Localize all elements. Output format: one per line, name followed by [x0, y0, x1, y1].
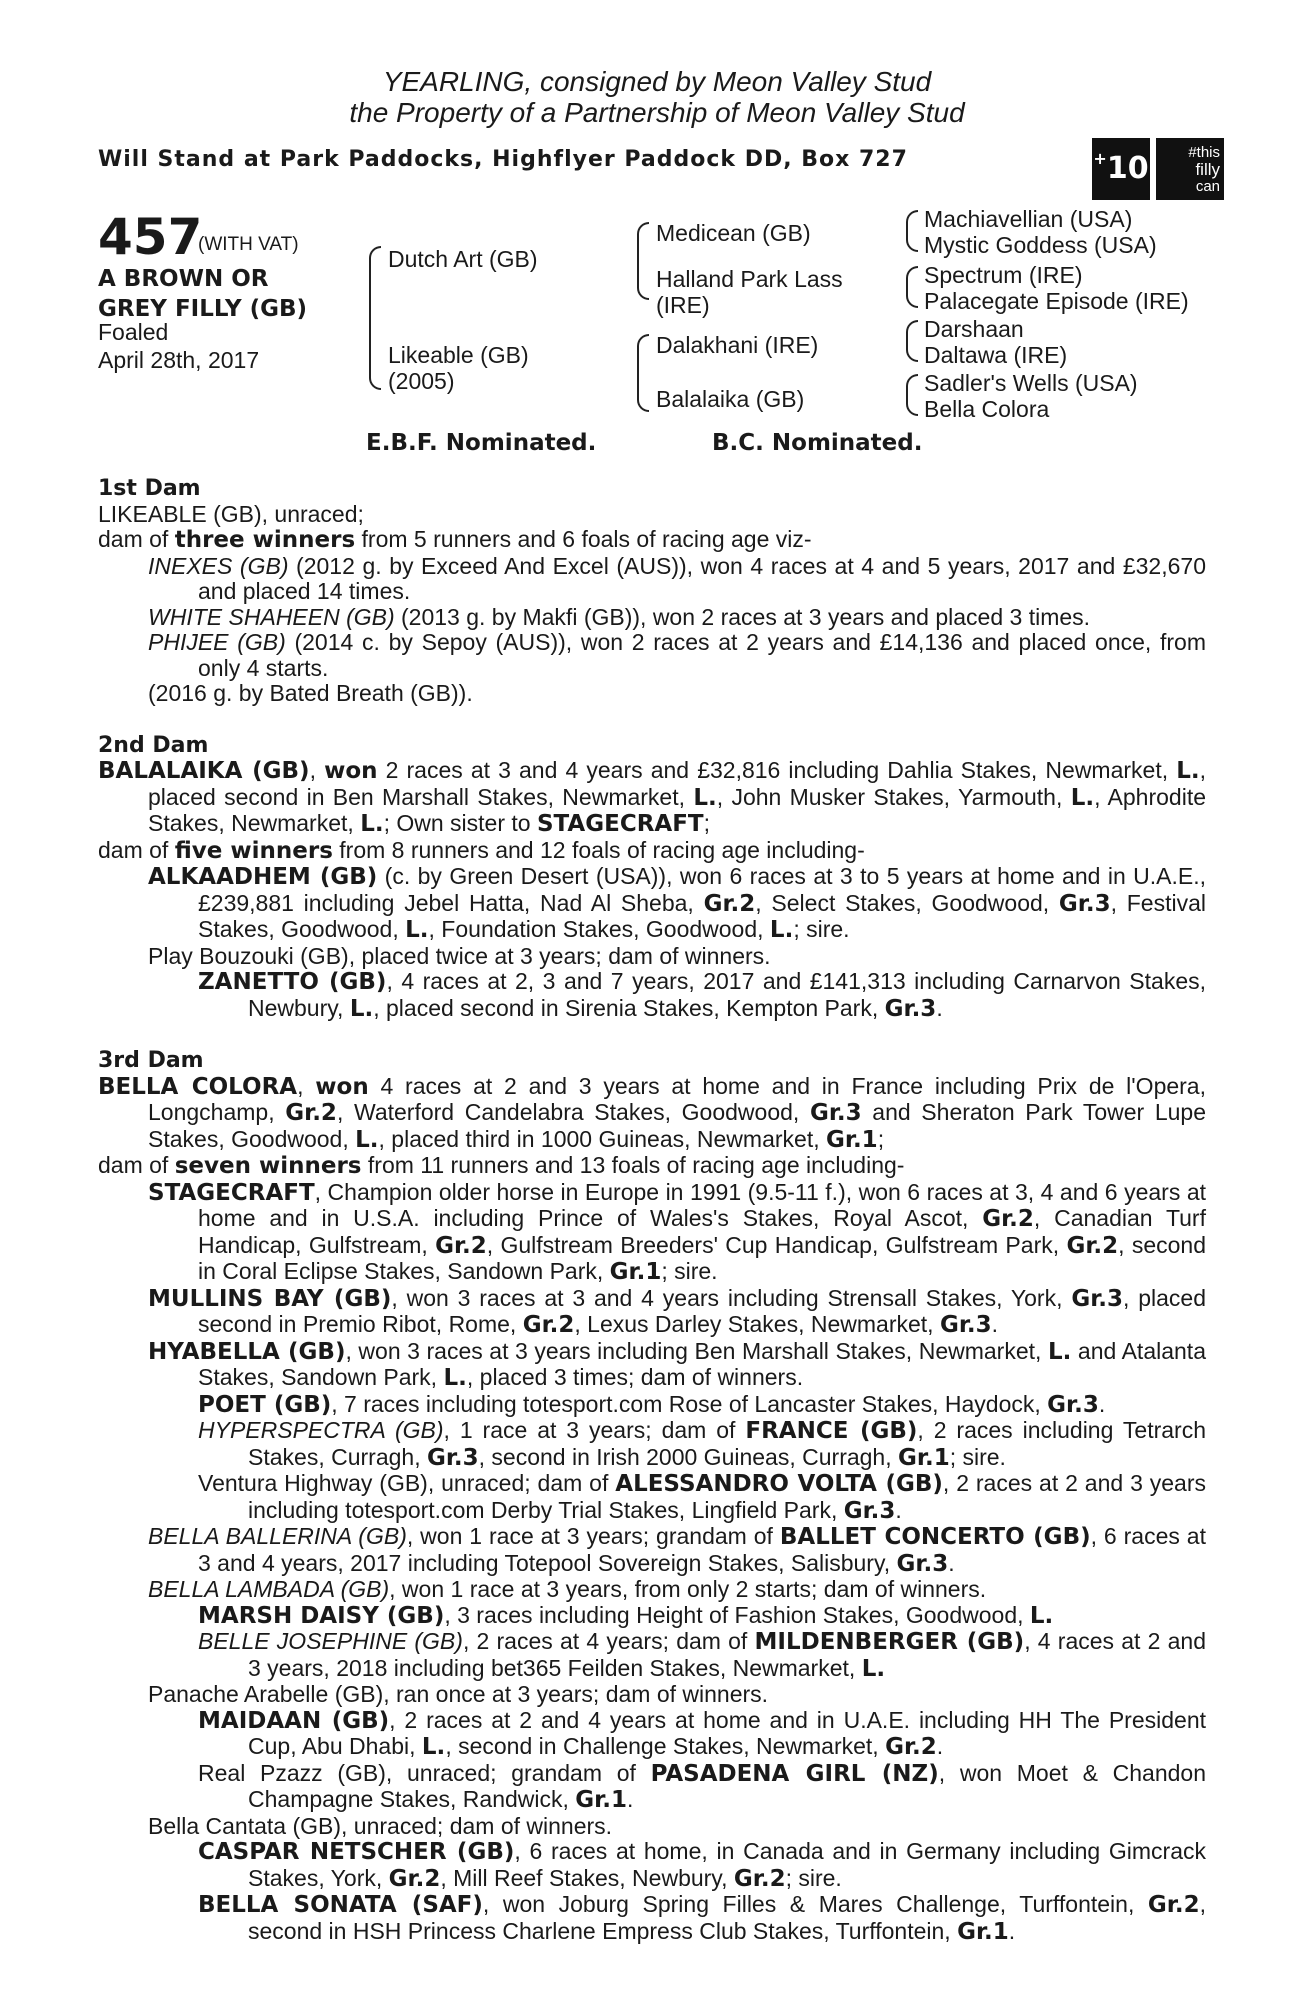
- pedigree-g3-3: Spectrum (IRE): [924, 262, 1083, 288]
- produce-white-shaheen: WHITE SHAHEEN (GB) (2013 g. by Makfi (GB)), won 2 races at 3 years and placed 3 times.: [148, 603, 1091, 630]
- header-consignor: YEARLING, consigned by Meon Valley Stud: [382, 66, 932, 97]
- produce-marsh-daisy: MARSH DAISY (GB), 3 races including Height of Fashion Stakes, Goodwood, L.: [198, 1601, 1054, 1629]
- produce-bella-lambada: BELLA LAMBADA (GB), won 1 race at 3 years, from only 2 starts; dam of winners.: [148, 1576, 987, 1602]
- pedigree-g3-2: Mystic Goddess (USA): [924, 232, 1157, 258]
- produce-alkaadhem: ALKAADHEM (GB) (c. by Green Desert (USA)), won 6 races at 3 to 5 years at home and in U.A.E., £239,881 including Jebel Hatta, Nad Al Sheba, Gr.2, Select Stakes, Goodwood, Gr.3, Festival Stakes, Goodwood, L., Foundation Stakes, Goodwood, L.; sire.: [148, 863, 1206, 943]
- produce-ventura-highway: Ventura Highway (GB), unraced; dam of ALESSANDRO VOLTA (GB), 2 races at 2 and 3 years including totesport.com Derby Trial Stakes, Lingfield Park, Gr.3.: [198, 1470, 1207, 1524]
- g3-brace-2: [906, 266, 918, 308]
- produce-maidaan: MAIDAAN (GB), 2 races at 2 and 4 years at home and in U.A.E. including HH The President Cup, Abu Dhabi, L., second in Challenge Stakes, Newmarket, Gr.2.: [198, 1706, 1207, 1760]
- pedigree-g3-6: Daltawa (IRE): [924, 342, 1068, 368]
- ebf-nominated: E.B.F. Nominated.: [366, 430, 597, 456]
- catalogue-body: 1st Dam LIKEABLE (GB), unraced; dam of three winners from 5 runners and 6 foals of racing age viz- INEXES (GB) (2012 g. by Exceed And Excel (AUS)), won 4 races at 4 and 5 years, 2017 and £32,670 and placed 14 times. WHITE SHAHEEN (GB) (2013 g. by Makfi (GB)), won 2 races at 3 years and placed 3 times. PHIJEE (GB) (2014 c. by Sepoy (AUS)), won 2 races at 2 years and £14,136 and placed once, from only 4 starts. (2016 g. by Bated Breath (GB)). 2nd Dam BALALAIKA (GB), won 2 races at 3 and 4 years and £32,816 including Dahlia Stakes, Newmarket, L., placed second in Ben Marshall Stakes, Newmarket, L., John Musker Stakes, Yarmouth, L., Aphrodite Stakes, Newmarket, L.; Own sister to STAGECRAFT; dam of five winners from 8 runners and 12 foals of racing age including- ALKAADHEM (GB) (c. by Green Desert (USA)), won 6 races at 3 to 5 years at home and in U.A.E., £239,881 including Jebel Hatta, Nad Al Sheba, Gr.2, Select Stakes, Goodwood, Gr.3, Festival Stakes, Goodwood, L., Foundation Stakes, Goodwood, L.; sire. Play Bouzouki (GB), placed twice at 3 years; dam of winners. ZANETTO (GB), 4 races at 2, 3 and 7 years, 2017 and £141,313 including Carnarvon Stakes, Newbury, L., placed second in Sirenia Stakes, Kempton Park, Gr.3. 3rd Dam BELLA COLORA, won 4 races at 2 and 3 years at home and in France including Prix de l'Opera, Longchamp, Gr.2, Waterford Candelabra Stakes, Goodwood, Gr.3 and Sheraton Park Tower Lupe Stakes, Goodwood, L., placed third in 1000 Guineas, Newmarket, Gr.1; dam of seven winners from 11 runners and 13 foals of racing age including- STAGECRAFT, Champion older horse in Europe in 1991 (9.5-11 f.), won 6 races at 3, 4 and 6 years at home and in U.S.A. including Prince of Wales's Stakes, Royal Ascot, Gr.2, Canadian Turf Handicap, Gulfstream, Gr.2, Gulfstream Breeders' Cup Handicap, Gulfstream Park, Gr.2, second in Coral Eclipse Stakes, Sandown Park, Gr.1; sire. MULLINS BAY (GB), won 3 races at 3 and 4 years including Strensall Stakes, York, Gr.3, placed second in Premio Ribot, Rome, Gr.2, Lexus Darley Stakes, Newmarket, Gr.3. HYABELLA (GB), won 3 races at 3 years including Ben Marshall Stakes, Newmarket, L. and Atalanta Stakes, Sandown Park, L., placed 3 times; dam of winners. POET (GB), 7 races including totesport.com Rose of Lancaster Stakes, Haydock, Gr.3. HYPERSPECTRA (GB), 1 race at 3 years; dam of FRANCE (GB), 2 races including Tetrarch Stakes, Curragh, Gr.3, second in Irish 2000 Guineas, Curragh, Gr.1; sire. Ventura Highway (GB), unraced; dam of ALESSANDRO VOLTA (GB), 2 races at 2 and 3 years including totesport.com Derby Trial Stakes, Lingfield Park, Gr.3. BELLA BALLERINA (GB), won 1 race at 3 years; grandam of BALLET CONCERTO (GB), 6 races at 3 and 4 years, 2017 including Totepool Sovereign Stakes, Salisbury, Gr.3. BELLA LAMBADA (GB), won 1 race at 3 years, from only 2 starts; dam of winners. MARSH DAISY (GB), 3 races including Height of Fashion Stakes, Goodwood, L. BELLE JOSEPHINE (GB), 2 races at 4 years; dam of MILDENBERGER (GB), 4 races at 2 and 3 years, 2018 including bet365 Feilden Stakes, Newmarket, L. Panache Arabelle (GB), ran once at 3 years; dam of winners. MAIDAAN (GB), 2 races at 2 and 4 years at home and in U.A.E. including HH The President Cup, Abu Dhabi, L., second in Challenge Stakes, Newmarket, Gr.2. Real Pzazz (GB), unraced; grandam of PASADENA GIRL (NZ), won Moet & Chandon Champagne Stakes, Randwick, Gr.1. Bella Cantata (GB), unraced; dam of winners. CASPAR NETSCHER (GB), 6 races at home, in Canada and in Germany including Gimcrack Stakes, York, Gr.2, Mill Reef Stakes, Newbury, Gr.2; sire. BELLA SONATA (SAF), won Joburg Spring Filles & Mares Challenge, Turffontein, Gr.2, second in HSH Princess Charlene Empress Club Stakes, Turffontein, Gr.1.: [98, 476, 1207, 1945]
- pedigree-g3-5: Darshaan: [924, 316, 1024, 342]
- produce-bella-ballerina: BELLA BALLERINA (GB), won 1 race at 3 years; grandam of BALLET CONCERTO (GB), 6 races at 3 and 4 years, 2017 including Totepool Sovereign Stakes, Salisbury, Gr.3.: [148, 1523, 1206, 1577]
- produce-belle-josephine: BELLE JOSEPHINE (GB), 2 races at 4 years; dam of MILDENBERGER (GB), 4 races at 2 and 3 years, 2018 including bet365 Feilden Stakes, Newmarket, L.: [198, 1628, 1206, 1682]
- this-filly-can-logo: [1092, 138, 1228, 200]
- pedigree-g3-7: Sadler's Wells (USA): [924, 370, 1138, 396]
- pedigree-dam: Likeable (GB) (2005): [388, 342, 529, 394]
- pedigree-g3-1: Machiavellian (USA): [924, 206, 1133, 232]
- ten-logo: +10: [1092, 138, 1150, 200]
- pedigree-sire-dam: Halland Park Lass (IRE): [656, 266, 843, 318]
- pedigree-sire: Dutch Art (GB): [388, 246, 538, 272]
- pedigree-g3-8: Bella Colora: [924, 396, 1050, 422]
- pedigree-dam-sire: Dalakhani (IRE): [656, 332, 819, 358]
- produce-zanetto: ZANETTO (GB), 4 races at 2, 3 and 7 years, 2017 and £141,313 including Carnarvon Stakes, Newbury, L., placed second in Sirenia Stakes, Kempton Park, Gr.3.: [198, 968, 1206, 1022]
- lot-foaled: Foaled April 28th, 2017: [98, 319, 260, 373]
- pedigree-sire-sire: Medicean (GB): [656, 220, 811, 246]
- header-property: the Property of a Partnership of Meon Valley Stud: [349, 97, 965, 128]
- dam-line-brace: [637, 334, 649, 412]
- first-dam-text: LIKEABLE (GB), unraced;: [98, 500, 364, 527]
- g3-brace-3: [906, 320, 918, 362]
- produce-mullins-bay: MULLINS BAY (GB), won 3 races at 3 and 4 years including Strensall Stakes, York, Gr.3, placed second in Premio Ribot, Rome, Gr.2, Lexus Darley Stakes, Newmarket, Gr.3.: [148, 1284, 1207, 1338]
- pedigree-g3-4: Palacegate Episode (IRE): [924, 288, 1189, 314]
- produce-real-pzazz: Real Pzazz (GB), unraced; grandam of PASADENA GIRL (NZ), won Moet & Chandon Champagne Stakes, Randwick, Gr.1.: [198, 1759, 1206, 1813]
- third-dam-text: BELLA COLORA, won 4 races at 2 and 3 years at home and in France including Prix de l'Opera, Longchamp, Gr.2, Waterford Candelabra Stakes, Goodwood, Gr.3 and Sheraton Park Tower Lupe Stakes, Goodwood, L., placed third in 1000 Guineas, Newmarket, Gr.1;: [98, 1072, 1206, 1153]
- produce-stagecraft: STAGECRAFT, Champion older horse in Europe in 1991 (9.5-11 f.), won 6 races at 3, 4 and 6 years at home and in U.S.A. including Prince of Wales's Stakes, Royal Ascot, Gr.2, Canadian Turf Handicap, Gulfstream, Gr.2, Gulfstream Breeders' Cup Handicap, Gulfstream Park, Gr.2, second in Coral Eclipse Stakes, Sandown Park, Gr.1; sire.: [148, 1178, 1206, 1285]
- produce-hyabella: HYABELLA (GB), won 3 races at 3 years including Ben Marshall Stakes, Newmarket, L. and Atalanta Stakes, Sandown Park, L., placed 3 times; dam of winners.: [148, 1337, 1206, 1391]
- sire-line-brace: [637, 222, 649, 300]
- produce-bella-cantata: Bella Cantata (GB), unraced; dam of winners.: [148, 1812, 613, 1839]
- produce-play-bouzouki: Play Bouzouki (GB), placed twice at 3 years; dam of winners.: [148, 942, 771, 969]
- sire-dam-brace: [369, 246, 381, 390]
- lot-description: A BROWN OR GREY FILLY (GB): [98, 266, 308, 322]
- lot-vat: (WITH VAT): [198, 234, 299, 255]
- header-location: Will Stand at Park Paddocks, Highflyer Paddock DD, Box 727: [98, 147, 908, 172]
- hashtag-logo: #this filly can: [1156, 138, 1224, 200]
- lot-number: 457: [98, 208, 203, 266]
- second-dam-heading: 2nd Dam: [98, 732, 209, 758]
- produce-inexes: INEXES (GB) (2012 g. by Exceed And Excel (AUS)), won 4 races at 4 and 5 years, 2017 and £32,670 and placed 14 times.: [148, 552, 1206, 604]
- bc-nominated: B.C. Nominated.: [712, 430, 923, 456]
- first-dam-heading: 1st Dam: [98, 476, 201, 501]
- produce-poet: POET (GB), 7 races including totesport.com Rose of Lancaster Stakes, Haydock, Gr.3.: [198, 1390, 1106, 1418]
- produce-caspar-netscher: CASPAR NETSCHER (GB), 6 races at home, in Canada and in Germany including Gimcrack Stakes, York, Gr.2, Mill Reef Stakes, Newbury, Gr.2; sire.: [198, 1838, 1207, 1892]
- pedigree-dam-dam: Balalaika (GB): [656, 386, 805, 412]
- produce-bella-sonata: BELLA SONATA (SAF), won Joburg Spring Filles & Mares Challenge, Turffontein, Gr.2, second in HSH Princess Charlene Empress Club Stakes, Turffontein, Gr.1.: [198, 1891, 1206, 1945]
- produce-panache-arabelle: Panache Arabelle (GB), ran once at 3 years; dam of winners.: [148, 1681, 769, 1707]
- g3-brace-4: [906, 374, 918, 416]
- produce-phijee: PHIJEE (GB) (2014 c. by Sepoy (AUS)), won 2 races at 2 years and £14,136 and placed once, from only 4 starts.: [148, 629, 1206, 681]
- second-dam-text: BALALAIKA (GB), won 2 races at 3 and 4 years and £32,816 including Dahlia Stakes, Newmarket, L., placed second in Ben Marshall Stakes, Newmarket, L., John Musker Stakes, Yarmouth, L., Aphrodite Stakes, Newmarket, L.; Own sister to STAGECRAFT;: [98, 757, 1207, 837]
- produce-hyperspectra: HYPERSPECTRA (GB), 1 race at 3 years; dam of FRANCE (GB), 2 races including Tetrarch Stakes, Curragh, Gr.3, second in Irish 2000 Guineas, Curragh, Gr.1; sire.: [198, 1417, 1206, 1471]
- third-dam-heading: 3rd Dam: [98, 1048, 204, 1073]
- produce-2016: (2016 g. by Bated Breath (GB)).: [148, 680, 473, 706]
- g3-brace-1: [906, 210, 918, 252]
